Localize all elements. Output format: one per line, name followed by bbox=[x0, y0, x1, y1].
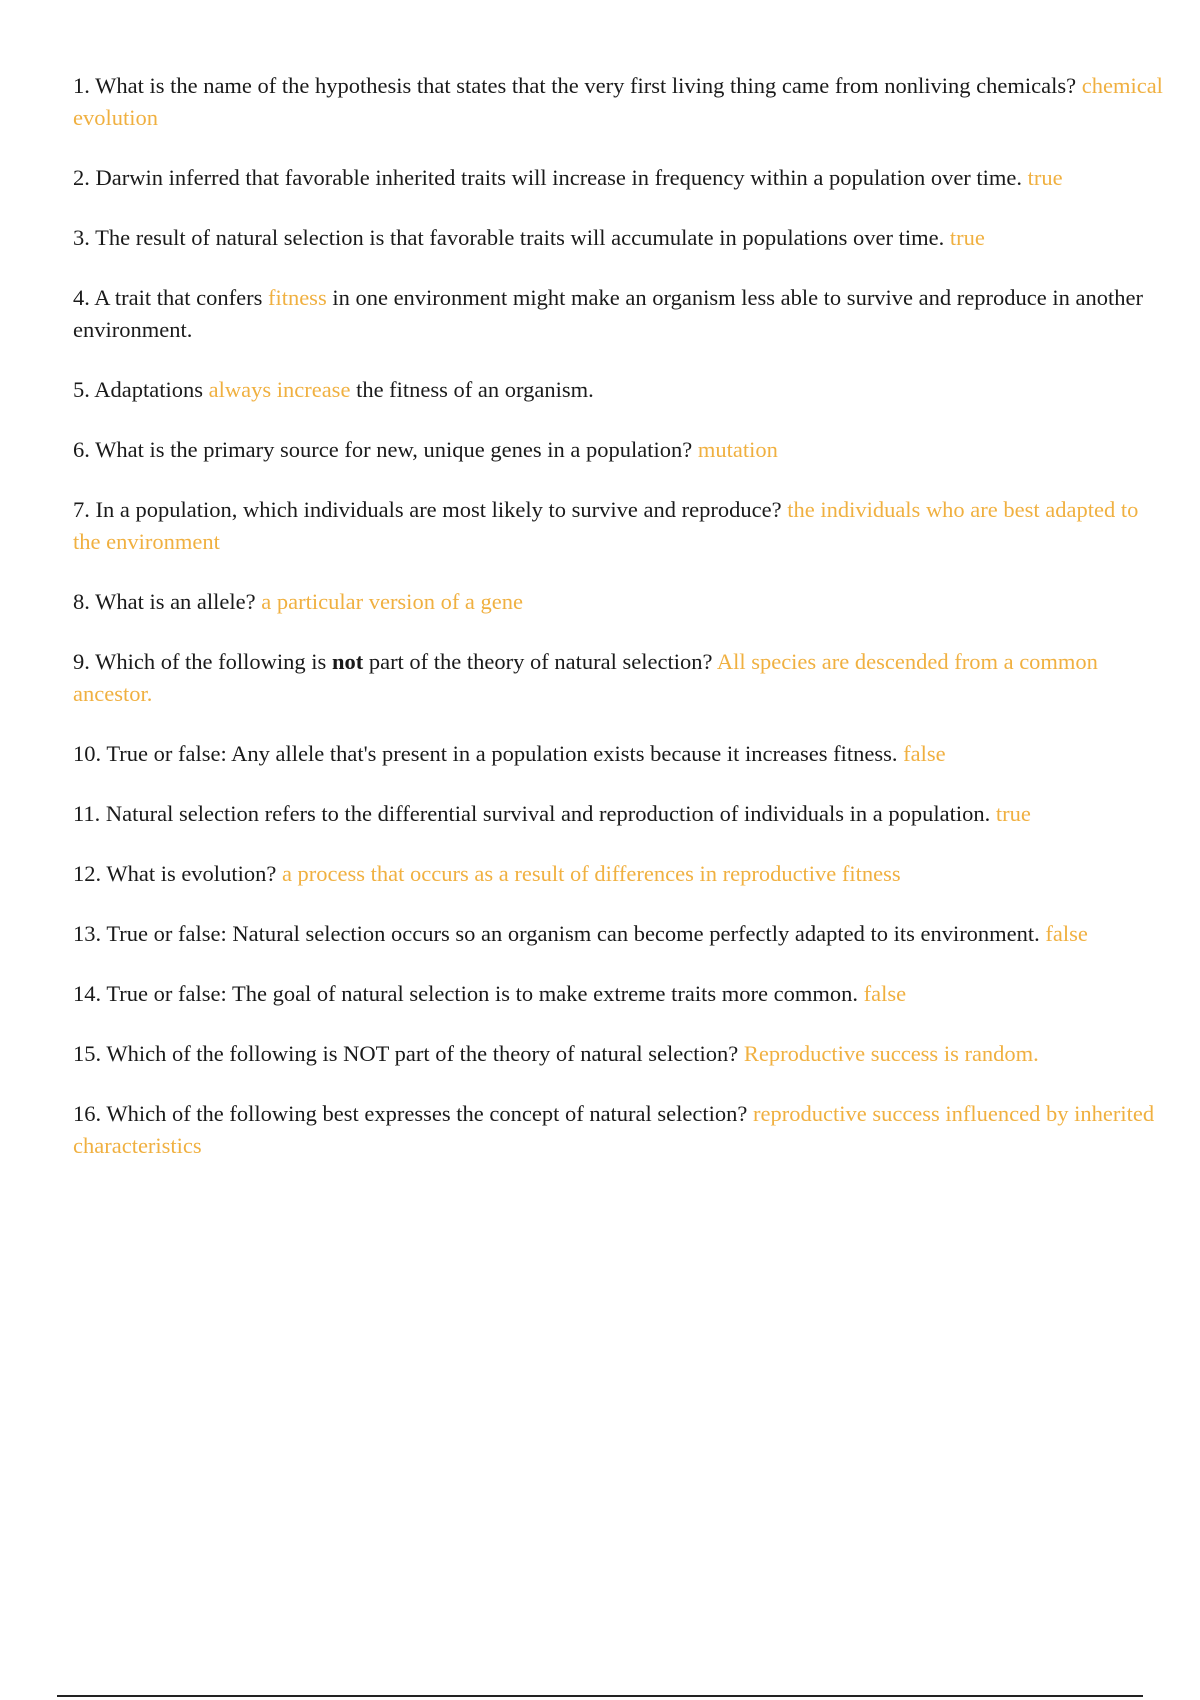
answer-text: true bbox=[1027, 165, 1063, 190]
question-item bbox=[73, 494, 1168, 558]
question-text: 9. Which of the following is bbox=[73, 649, 332, 674]
answer-text: Reproductive success is random. bbox=[743, 1041, 1039, 1066]
answer-text: true bbox=[949, 225, 985, 250]
answer-text: a process that occurs as a result of differences in reproductive fitness bbox=[281, 861, 901, 886]
question-item bbox=[73, 738, 1168, 770]
question-item bbox=[73, 646, 1168, 710]
question-item bbox=[73, 374, 1168, 406]
question-text: 4. A trait that confers bbox=[73, 285, 268, 310]
answer-text: true bbox=[995, 801, 1031, 826]
question-list bbox=[73, 70, 1168, 1190]
question-text: 6. What is the primary source for new, unique genes in a population? bbox=[73, 437, 698, 462]
question-text: 15. Which of the following is NOT part of the theory of natural selection? bbox=[73, 1041, 744, 1066]
answer-text: false bbox=[863, 981, 907, 1006]
question-text: 1. What is the name of the hypothesis that states that the very first living thing came from nonliving chemicals? bbox=[73, 73, 1082, 98]
question-text: 2. Darwin inferred that favorable inherited traits will increase in frequency within a population over time. bbox=[73, 165, 1028, 190]
answer-text: a particular version of a gene bbox=[261, 589, 524, 614]
emphasis-text: not bbox=[331, 649, 364, 674]
answer-text: false bbox=[1045, 921, 1088, 946]
question-text: 13. True or false: Natural selection occurs so an organism can become perfectly adapted to its environment. bbox=[73, 921, 1046, 946]
question-item bbox=[73, 918, 1168, 950]
question-item bbox=[73, 162, 1168, 194]
question-text: 14. True or false: The goal of natural selection is to make extreme traits more common. bbox=[73, 981, 864, 1006]
answer-text: All species are descended from a common ancestor. bbox=[73, 649, 1098, 706]
answer-text: fitness bbox=[267, 285, 327, 310]
question-item bbox=[73, 858, 1168, 890]
question-item bbox=[73, 1098, 1168, 1162]
question-text: 5. Adaptations bbox=[73, 377, 209, 402]
question-text: 7. In a population, which individuals are most likely to survive and reproduce? bbox=[73, 497, 788, 522]
footer-divider bbox=[57, 1695, 1143, 1697]
question-item bbox=[73, 434, 1168, 466]
question-item bbox=[73, 282, 1168, 346]
question-text: 12. What is evolution? bbox=[73, 861, 282, 886]
question-item bbox=[73, 978, 1168, 1010]
answer-text: false bbox=[903, 741, 946, 766]
question-item bbox=[73, 798, 1168, 830]
answer-text: chemical evolution bbox=[73, 73, 1163, 130]
question-item bbox=[73, 1038, 1168, 1070]
question-text: part of the theory of natural selection? bbox=[363, 649, 717, 674]
answer-text: mutation bbox=[697, 437, 778, 462]
answer-text: the individuals who are best adapted to the environment bbox=[73, 497, 1139, 554]
question-text: 3. The result of natural selection is that favorable traits will accumulate in populations over time. bbox=[73, 225, 950, 250]
question-text: 8. What is an allele? bbox=[73, 589, 262, 614]
question-text: 10. True or false: Any allele that's present in a population exists because it increases fitness. bbox=[73, 741, 904, 766]
answer-text: always increase bbox=[208, 377, 351, 402]
question-item bbox=[73, 70, 1168, 134]
question-text: in one environment might make an organism less able to survive and reproduce in another environment. bbox=[73, 285, 1143, 342]
question-text: 11. Natural selection refers to the differential survival and reproduction of individuals in a population. bbox=[73, 801, 996, 826]
answer-text: reproductive success influenced by inherited characteristics bbox=[73, 1101, 1155, 1158]
question-text: the fitness of an organism. bbox=[350, 377, 594, 402]
question-item bbox=[73, 222, 1168, 254]
question-text: 16. Which of the following best expresses the concept of natural selection? bbox=[73, 1101, 753, 1126]
question-item bbox=[73, 586, 1168, 618]
